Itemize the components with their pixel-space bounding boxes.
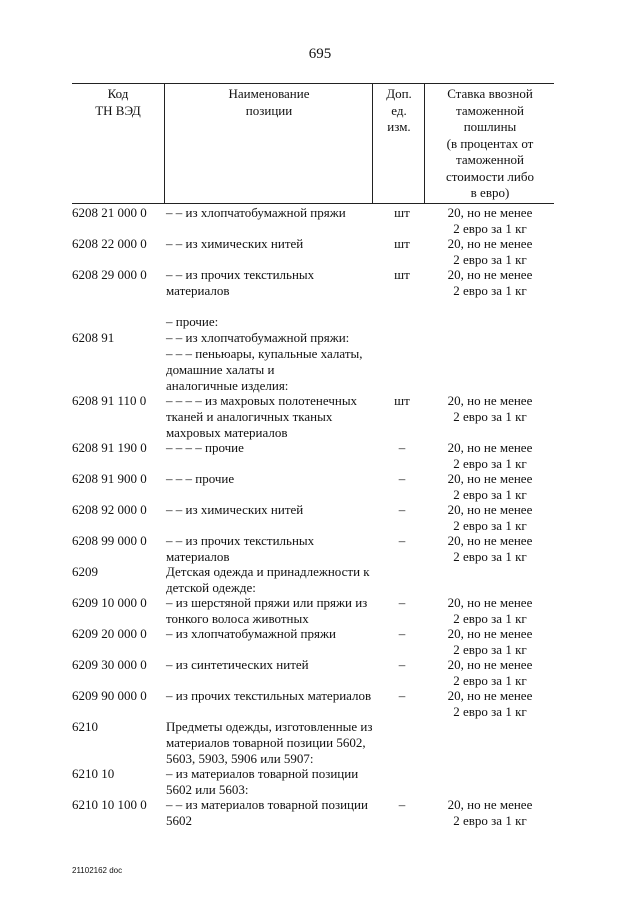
row-name: – – из химических нитей xyxy=(166,502,304,517)
row-rate: 20, но не менее 2 евро за 1 кг xyxy=(447,393,533,424)
row-unit: шт xyxy=(394,267,410,282)
row-rate: 20, но не менее 2 евро за 1 кг xyxy=(447,533,533,564)
row-code: 6209 xyxy=(72,564,98,579)
row-code: 6208 22 000 0 xyxy=(72,236,147,251)
row-rate: 20, но не менее 2 евро за 1 кг xyxy=(447,205,533,236)
row-name: – – из хлопчатобумажной пряжи: xyxy=(166,330,350,345)
row-code: 6208 91 110 0 xyxy=(72,393,147,408)
row-unit: – xyxy=(398,533,406,548)
row-rate: 20, но не менее 2 евро за 1 кг xyxy=(447,236,533,267)
header-divider xyxy=(372,83,373,203)
row-name: – из шерстяной пряжи или пряжи из тонкого волоса животных xyxy=(166,595,368,626)
row-rate: 20, но не менее 2 евро за 1 кг xyxy=(447,657,533,688)
header-rate: Ставка ввозной таможенной пошлины (в процентах от таможенной стоимости либо в евро) xyxy=(445,86,534,200)
row-code: 6209 10 000 0 xyxy=(72,595,147,610)
row-code: 6210 10 xyxy=(72,766,115,781)
row-name: – – из материалов товарной позиции 5602 xyxy=(166,797,368,828)
table-header-rule xyxy=(72,203,554,204)
row-name: – – из химических нитей xyxy=(166,236,304,251)
table-top-rule xyxy=(72,83,554,84)
row-code: 6208 99 000 0 xyxy=(72,533,147,548)
row-unit: шт xyxy=(394,393,410,408)
row-unit: – xyxy=(398,502,406,517)
row-code: 6208 91 900 0 xyxy=(72,471,147,486)
row-rate: 20, но не менее 2 евро за 1 кг xyxy=(447,471,533,502)
row-code: 6210 10 100 0 xyxy=(72,797,147,812)
row-unit: шт xyxy=(394,205,410,220)
row-code: 6208 91 xyxy=(72,330,115,345)
header-code: Код ТН ВЭД xyxy=(95,86,141,118)
row-rate: 20, но не менее 2 евро за 1 кг xyxy=(447,626,533,657)
row-rate: 20, но не менее 2 евро за 1 кг xyxy=(447,797,533,828)
row-rate: 20, но не менее 2 евро за 1 кг xyxy=(447,440,533,471)
row-name: – из синтетических нитей xyxy=(166,657,309,672)
row-unit: – xyxy=(398,595,406,610)
row-name: – прочие: xyxy=(166,314,219,329)
row-code: 6209 20 000 0 xyxy=(72,626,147,641)
row-unit: – xyxy=(398,657,406,672)
row-rate: 20, но не менее 2 евро за 1 кг xyxy=(447,267,533,298)
row-name: – – из хлопчатобумажной пряжи xyxy=(166,205,346,220)
row-unit: – xyxy=(398,688,406,703)
row-name: – – – – из махровых полотенечных тканей и аналогичных тканых махровых материалов xyxy=(166,393,358,440)
row-unit: – xyxy=(398,797,406,812)
header-unit: Доп. ед. изм. xyxy=(386,86,412,134)
row-unit: – xyxy=(398,440,406,455)
row-rate: 20, но не менее 2 евро за 1 кг xyxy=(447,595,533,626)
row-code: 6208 21 000 0 xyxy=(72,205,147,220)
row-rate: 20, но не менее 2 евро за 1 кг xyxy=(447,688,533,719)
row-code: 6209 90 000 0 xyxy=(72,688,147,703)
row-name: – – из прочих текстильных материалов xyxy=(166,267,315,298)
row-name: – – – пеньюары, купальные халаты, домашние халаты и аналогичные изделия: xyxy=(166,346,363,393)
row-name: Предметы одежды, изготовленные из материалов товарной позиции 5602, 5603, 5903, 5906 или 5907: xyxy=(166,719,373,766)
row-name: Детская одежда и принадлежности к детской одежде: xyxy=(166,564,370,595)
row-unit: – xyxy=(398,471,406,486)
footer-filename: 21102162 doc xyxy=(72,866,123,875)
header-divider xyxy=(424,83,425,203)
row-code: 6208 92 000 0 xyxy=(72,502,147,517)
row-code: 6208 91 190 0 xyxy=(72,440,147,455)
row-name: – – – – прочие xyxy=(166,440,244,455)
row-code: 6208 29 000 0 xyxy=(72,267,147,282)
row-code: 6210 xyxy=(72,719,98,734)
row-code: 6209 30 000 0 xyxy=(72,657,147,672)
header-name: Наименование позиции xyxy=(228,86,310,118)
page-number: 695 xyxy=(308,46,332,62)
row-unit: шт xyxy=(394,236,410,251)
row-unit: – xyxy=(398,626,406,641)
row-rate: 20, но не менее 2 евро за 1 кг xyxy=(447,502,533,533)
row-name: – из материалов товарной позиции 5602 или 5603: xyxy=(166,766,359,797)
row-name: – из прочих текстильных материалов xyxy=(166,688,372,703)
row-name: – – – прочие xyxy=(166,471,235,486)
row-name: – – из прочих текстильных материалов xyxy=(166,533,315,564)
row-name: – из хлопчатобумажной пряжи xyxy=(166,626,336,641)
header-divider xyxy=(164,83,165,203)
